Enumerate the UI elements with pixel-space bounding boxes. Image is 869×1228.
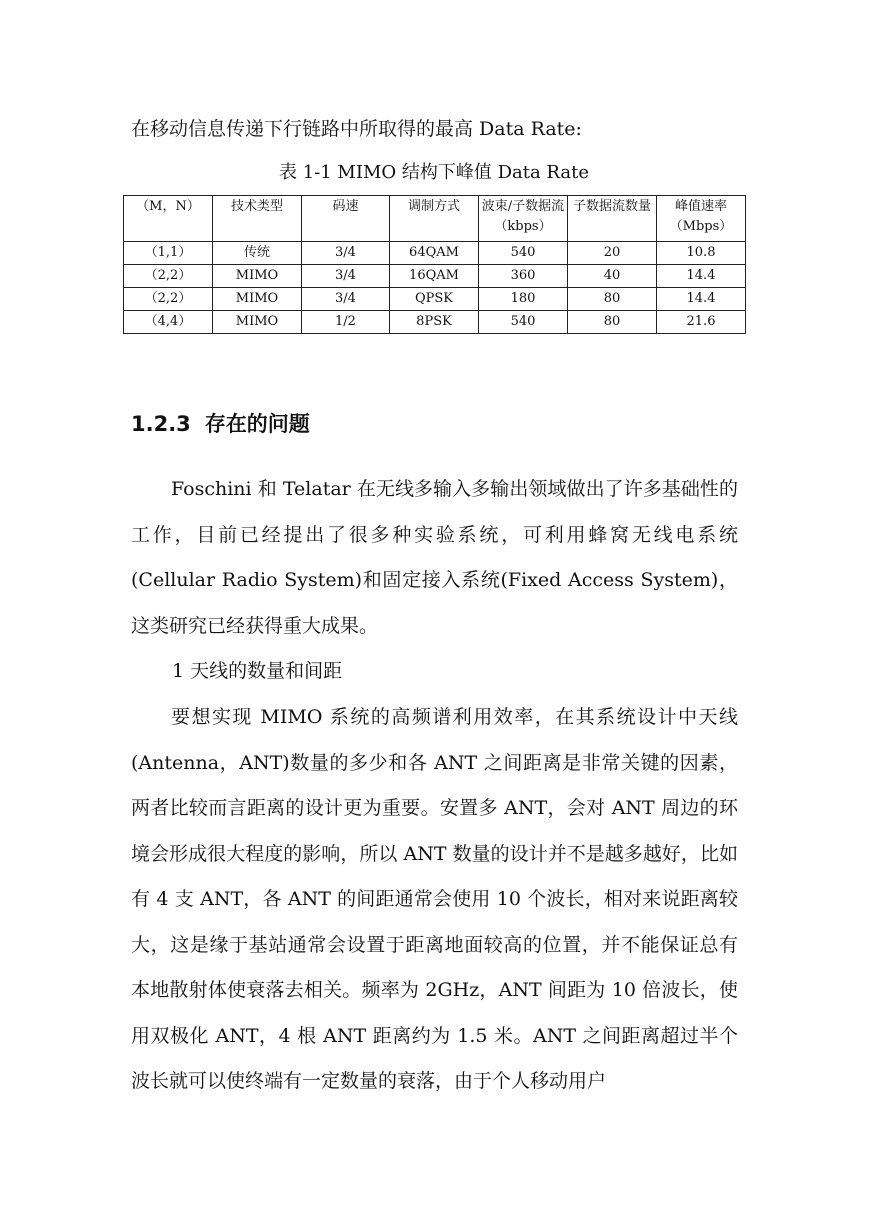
table-cell: 1/2 — [302, 311, 390, 334]
header-cell: 波束/子数据流（kbps） — [479, 196, 568, 242]
table-row — [124, 242, 746, 265]
header-cell: （M，N） — [124, 196, 213, 242]
header-cell: 子数据流数量 — [568, 196, 657, 242]
table-cell: （1,1） — [124, 242, 213, 265]
table-cell: 10.8 — [657, 242, 746, 265]
table-cell: 14.4 — [657, 265, 746, 288]
table-row — [124, 288, 746, 311]
table-header-row — [124, 196, 746, 242]
table-cell: 540 — [479, 311, 568, 334]
table-cell: 传统 — [213, 242, 302, 265]
table-cell: 8PSK — [390, 311, 479, 334]
table-cell: 360 — [479, 265, 568, 288]
body-paragraph: 要想实现 MIMO 系统的高频谱利用效率，在其系统设计中天线(Antenna，ANT)数量的多少和各 ANT 之间距离是非常关键的因素，两者比较而言距离的设计更为重要。安置多 ANT，会对 ANT 周边的环境会形成很大程度的影响，所以 ANT 数量的设计并不是越多越好，比如有 4 支 ANT，各 ANT 的间距通常会使用 10 个波长，相对来说距离较大，这是缘于基站通常会设置于距离地面较高的位置，并不能保证总有本地散射体使衰落去相关。频率为 2GHz，ANT 间距为 10 倍波长，使用双极化 ANT，4 根 ANT 距离约为 1.5 米。ANT 之间距离超过半个波长就可以使终端有一定数量的衰落，由于个人移动用户 — [131, 706, 738, 1092]
table-cell: 20 — [568, 242, 657, 265]
section-number: 1.2.3 — [131, 412, 191, 436]
header-cell: 调制方式 — [390, 196, 479, 242]
table-row — [124, 265, 746, 288]
section-heading — [131, 408, 310, 440]
table-cell: 21.6 — [657, 311, 746, 334]
table-caption: 表 1-1 MIMO 结构下峰值 Data Rate — [278, 162, 590, 183]
intro-line: 在移动信息传递下行链路中所取得的最高 Data Rate: — [131, 118, 582, 140]
table-cell: 540 — [479, 242, 568, 265]
table-cell: 3/4 — [302, 288, 390, 311]
header-cell: 码速 — [302, 196, 390, 242]
table-cell: 40 — [568, 265, 657, 288]
table-cell: 80 — [568, 288, 657, 311]
section-title: 存在的问题 — [204, 412, 310, 436]
table-cell: 80 — [568, 311, 657, 334]
table-cell: （4,4） — [124, 311, 213, 334]
table-cell: 14.4 — [657, 288, 746, 311]
table-row — [124, 311, 746, 334]
subheading: 1 天线的数量和间距 — [172, 660, 343, 682]
table-cell: QPSK — [390, 288, 479, 311]
table-cell: MIMO — [213, 311, 302, 334]
table-cell: （2,2） — [124, 265, 213, 288]
table-cell: MIMO — [213, 265, 302, 288]
table-cell: 3/4 — [302, 265, 390, 288]
table-cell: MIMO — [213, 288, 302, 311]
data-rate-table — [123, 195, 746, 334]
header-cell: 峰值速率（Mbps） — [657, 196, 746, 242]
table-cell: 16QAM — [390, 265, 479, 288]
table-cell: 3/4 — [302, 242, 390, 265]
table-cell: （2,2） — [124, 288, 213, 311]
header-cell: 技术类型 — [213, 196, 302, 242]
table-cell: 64QAM — [390, 242, 479, 265]
body-paragraph: Foschini 和 Telatar 在无线多输入多输出领域做出了许多基础性的工作，目前已经提出了很多种实验系统，可利用蜂窝无线电系统(Cellular Radio System)和固定接入系统(Fixed Access System)，这类研究已经获得重大成果。 — [131, 478, 738, 637]
table-cell: 180 — [479, 288, 568, 311]
